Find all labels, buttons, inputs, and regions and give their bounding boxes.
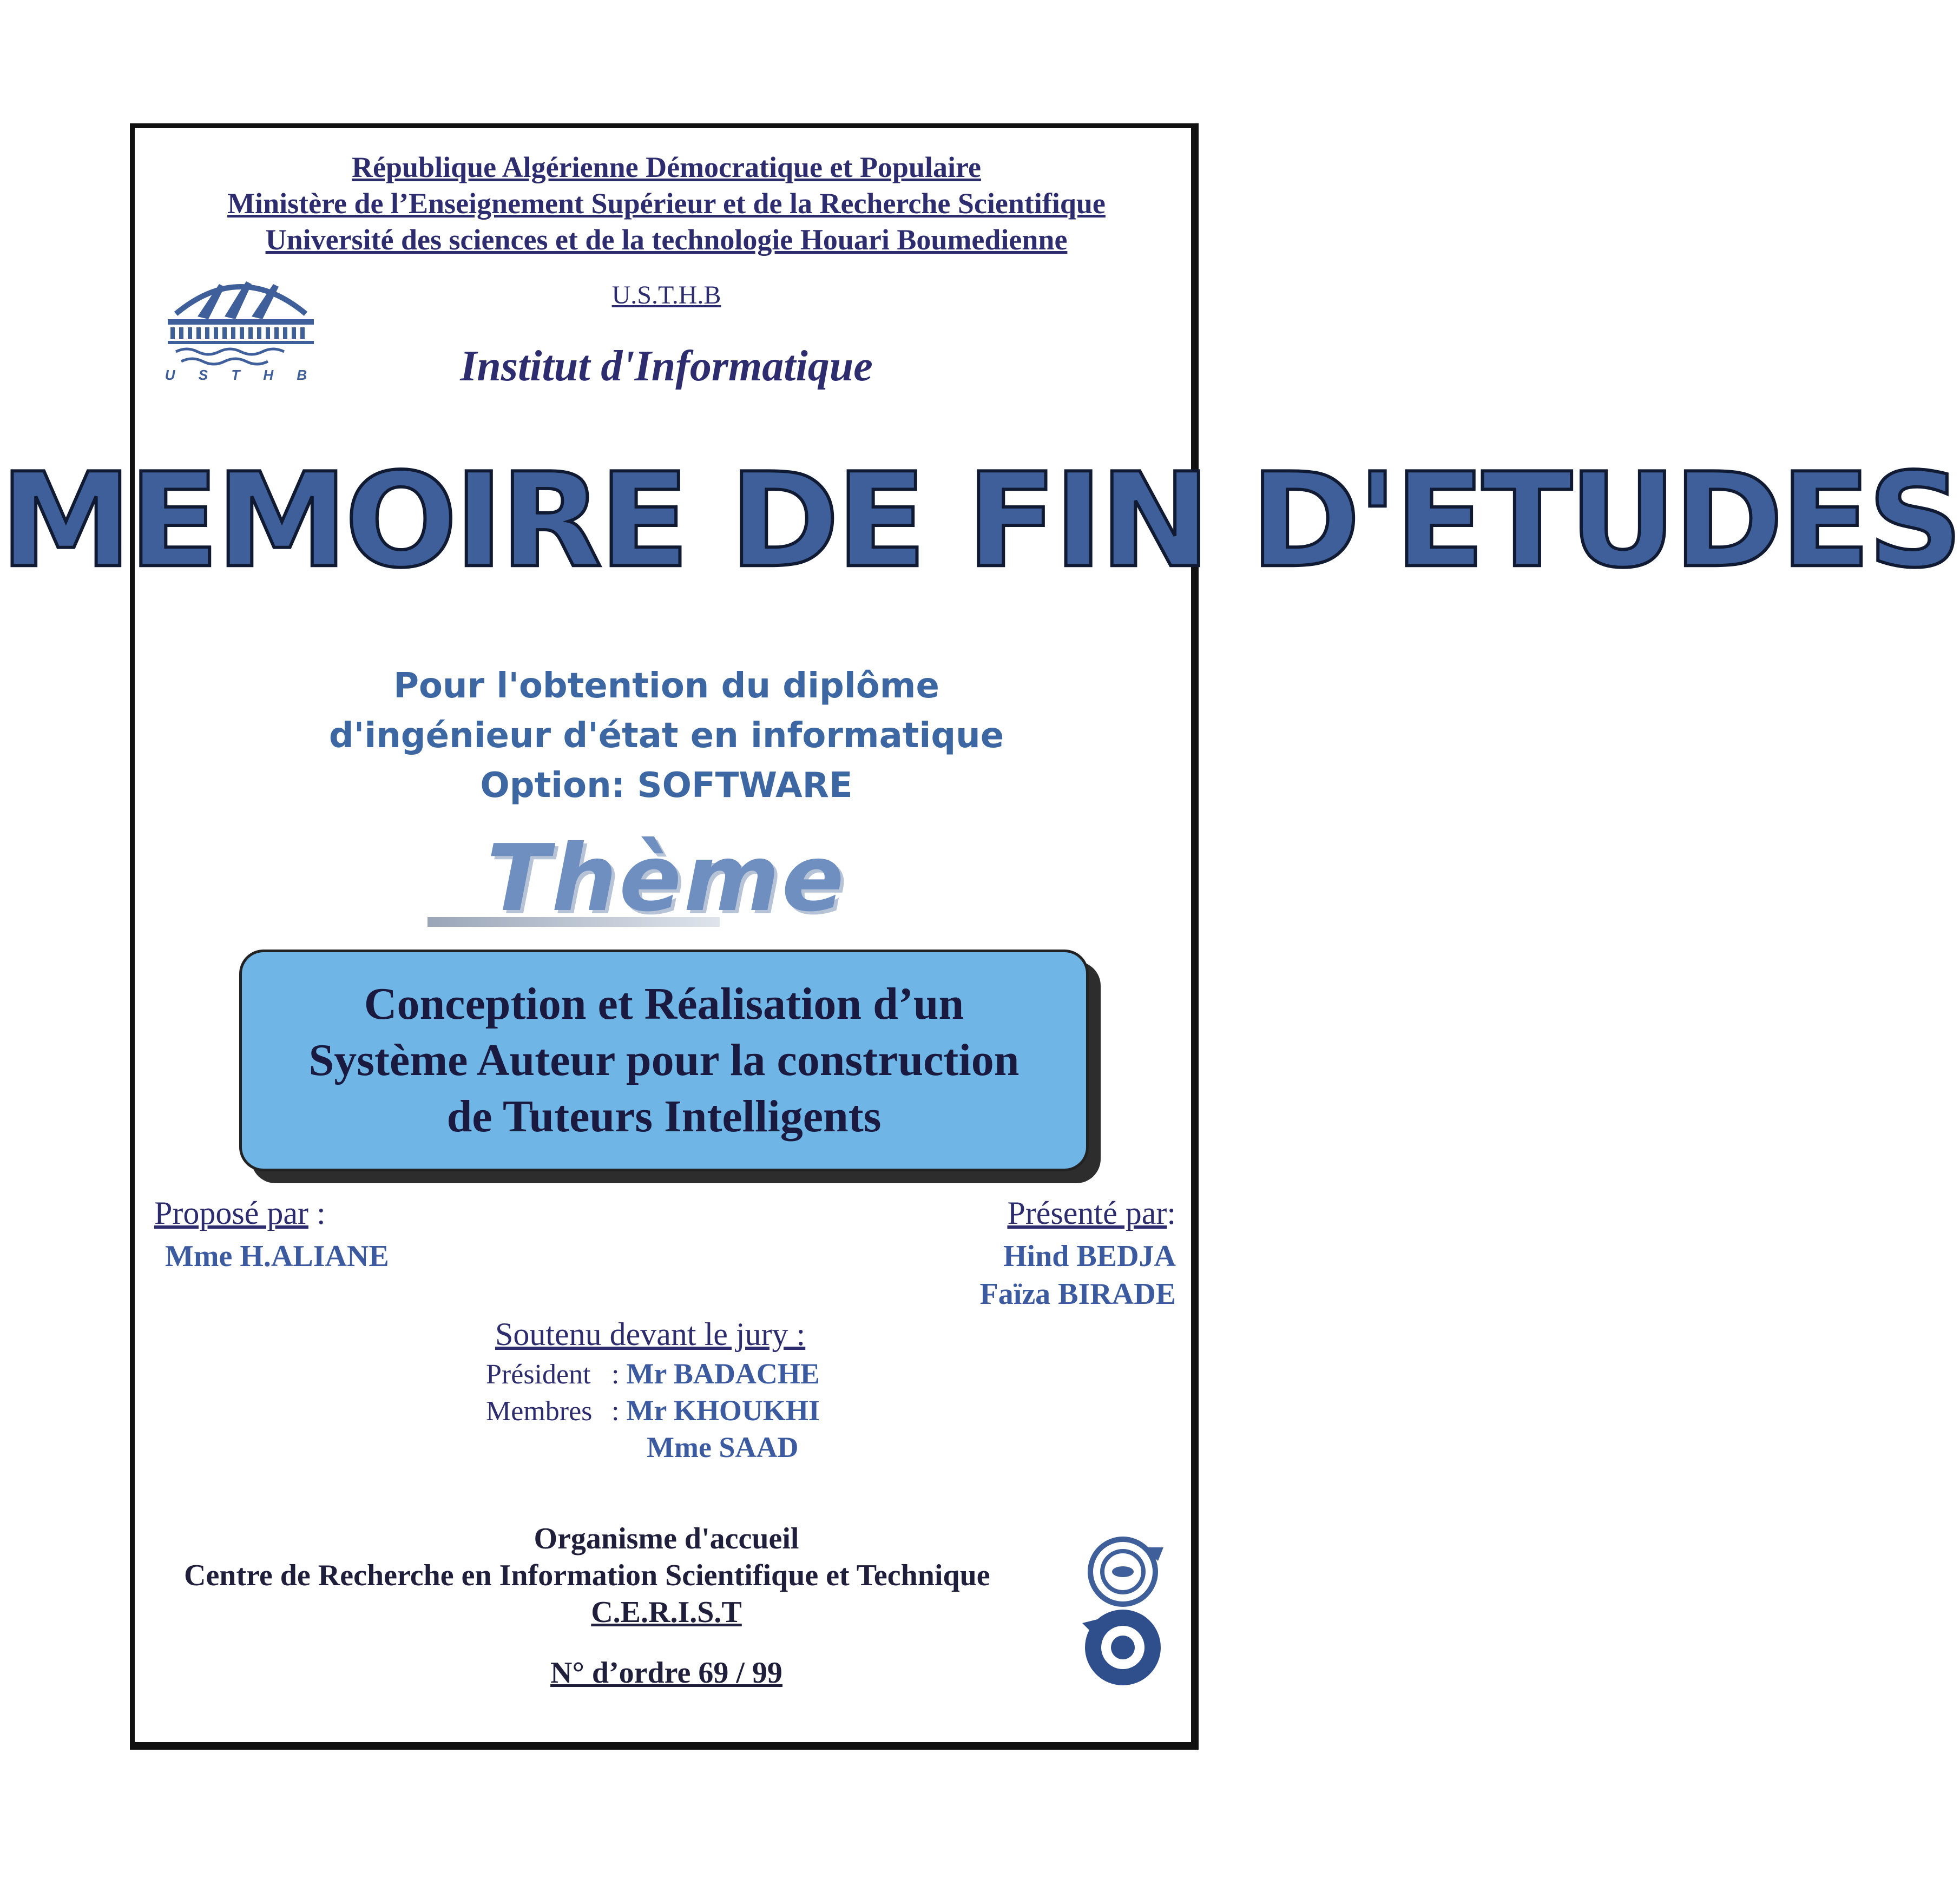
jury-label: Soutenu devant le jury :	[495, 1316, 806, 1352]
header-republique: République Algérienne Démocratique et Populaire	[352, 151, 981, 183]
president-label: Président	[486, 1359, 591, 1390]
cerist-logo	[1071, 1531, 1174, 1693]
presente-label: Présenté par	[1007, 1195, 1167, 1231]
membre-name-1: Mr KHOUKHI	[626, 1394, 820, 1427]
diplome-line2: d'ingénieur d'état en informatique	[328, 716, 1004, 756]
presente-name-2: Faïza BIRADE	[979, 1277, 1176, 1311]
presente-name-1: Hind BEDJA	[1003, 1240, 1176, 1273]
usthb-logo	[160, 265, 322, 384]
propose-name: Mme H.ALIANE	[165, 1240, 389, 1273]
membre-name-2: Mme SAAD	[647, 1431, 799, 1464]
institut-title: Institut d'Informatique	[460, 342, 873, 390]
propose-label: Proposé par	[154, 1195, 308, 1231]
theme-label: Thème	[486, 825, 846, 932]
theme-box	[239, 950, 1089, 1171]
memoire-title: MEMOIRE DE FIN D'ETUDES	[0, 445, 1960, 597]
header-ministere: Ministère de l’Enseignement Supérieur et de la Recherche Scientifique	[227, 187, 1106, 220]
propose-block	[154, 1195, 326, 1232]
presente-block	[1007, 1195, 1176, 1232]
organisme-label: Organisme d'accueil	[534, 1522, 799, 1555]
theme-text: Conception et Réalisation d’un Système Auteur pour la construction de Tuteurs Intelligents	[308, 979, 1020, 1142]
organisme-acronym: C.E.R.I.S.T	[591, 1596, 742, 1629]
organisme-name: Centre de Recherche en Information Scientifique et Technique	[184, 1559, 990, 1592]
diplome-option: Option: SOFTWARE	[480, 766, 853, 806]
header-universite: Université des sciences et de la technologie Houari Boumedienne	[265, 223, 1068, 256]
jury-president-row: Président : Mr BADACHE	[486, 1357, 820, 1390]
diplome-line1: Pour l'obtention du diplôme	[393, 666, 939, 706]
ordre-number: N° d’ordre 69 / 99	[550, 1656, 782, 1690]
president-name: Mr BADACHE	[626, 1357, 820, 1390]
membres-label: Membres	[486, 1396, 593, 1427]
header-acronym: U.S.T.H.B	[611, 281, 721, 309]
svg-text:U S T H B: U S T H B	[165, 367, 317, 383]
propose-colon: :	[308, 1195, 326, 1231]
jury-membres-row: Membres : Mr KHOUKHI	[486, 1394, 820, 1427]
presente-colon: :	[1167, 1195, 1176, 1231]
